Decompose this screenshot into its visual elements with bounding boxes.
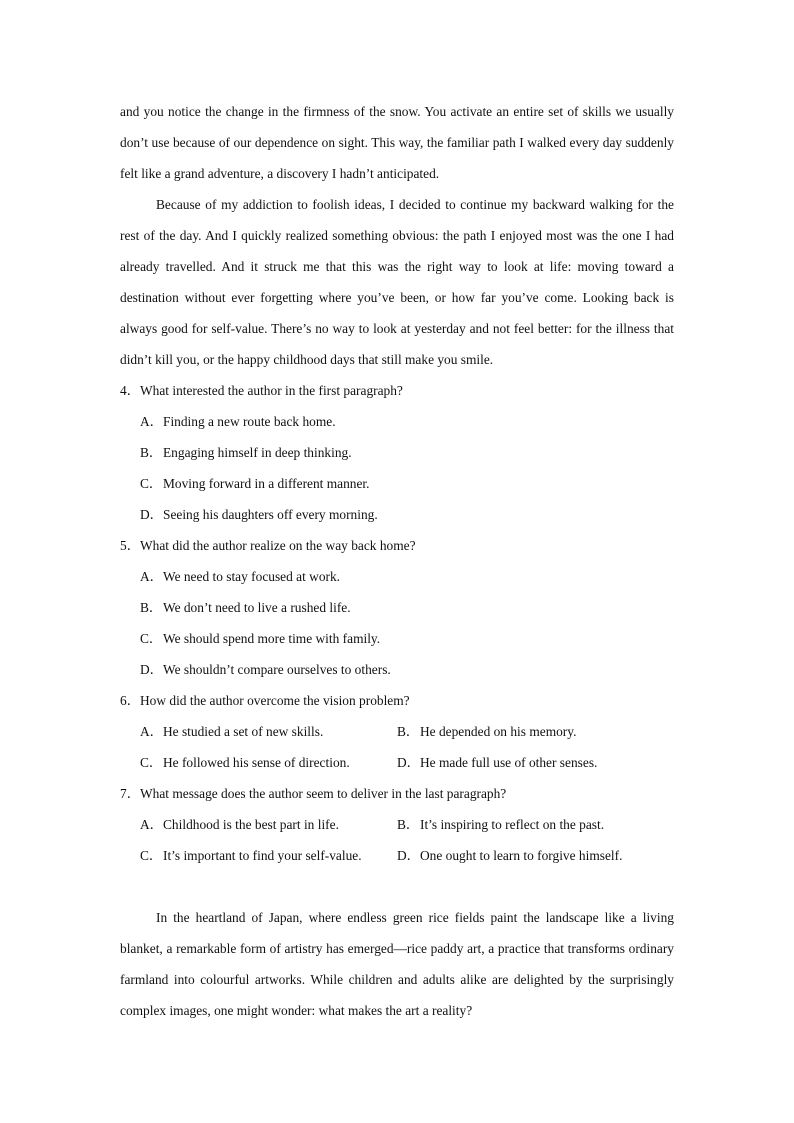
- question-4: [120, 375, 674, 530]
- option-text: Moving forward in a different manner.: [163, 476, 370, 491]
- option-b: [397, 809, 604, 840]
- question-number: 4．: [120, 383, 141, 398]
- option-letter: A．: [140, 414, 164, 429]
- option-letter: D．: [140, 662, 164, 677]
- question-6: [120, 685, 674, 778]
- option-letter: B．: [397, 817, 420, 832]
- option-c: [140, 468, 370, 499]
- option-text: He depended on his memory.: [420, 724, 577, 739]
- option-letter: A．: [140, 817, 164, 832]
- option-d: [140, 499, 378, 530]
- option-d: [397, 747, 597, 778]
- option-row: [120, 406, 674, 437]
- option-letter: B．: [397, 724, 420, 739]
- question-number: 6．: [120, 693, 141, 708]
- option-c: [140, 840, 397, 871]
- option-b: [140, 592, 351, 623]
- option-row: [120, 437, 674, 468]
- option-text: We don’t need to live a rushed life.: [163, 600, 351, 615]
- question-stem: [120, 530, 674, 561]
- option-row: [120, 561, 674, 592]
- option-text: One ought to learn to forgive himself.: [420, 848, 623, 863]
- option-b: [397, 716, 576, 747]
- option-letter: B．: [140, 445, 163, 460]
- option-letter: D．: [397, 755, 421, 770]
- option-row: [120, 716, 674, 747]
- option-a: [140, 406, 336, 437]
- option-text: We shouldn’t compare ourselves to others.: [163, 662, 391, 677]
- option-letter: C．: [140, 848, 163, 863]
- question-stem: [120, 778, 674, 809]
- option-row: [120, 592, 674, 623]
- option-row: [120, 747, 674, 778]
- question-text: What message does the author seem to deliver in the last paragraph?: [140, 786, 507, 801]
- option-text: Childhood is the best part in life.: [163, 817, 339, 832]
- option-letter: D．: [397, 848, 421, 863]
- option-text: Seeing his daughters off every morning.: [163, 507, 378, 522]
- question-5: [120, 530, 674, 685]
- option-a: [140, 809, 397, 840]
- option-letter: C．: [140, 631, 163, 646]
- question-stem: [120, 685, 674, 716]
- option-a: [140, 561, 340, 592]
- option-letter: A．: [140, 724, 164, 739]
- option-text: We should spend more time with family.: [163, 631, 381, 646]
- option-text: It’s inspiring to reflect on the past.: [420, 817, 605, 832]
- option-text: It’s important to find your self-value.: [163, 848, 362, 863]
- option-text: Engaging himself in deep thinking.: [163, 445, 352, 460]
- question-7: [120, 778, 674, 871]
- option-text: He studied a set of new skills.: [163, 724, 324, 739]
- question-text: How did the author overcome the vision problem?: [140, 693, 410, 708]
- exam-page: [120, 96, 674, 1026]
- option-text: Finding a new route back home.: [163, 414, 336, 429]
- option-a: [140, 716, 397, 747]
- passage-c-paragraph-1: and you notice the change in the firmness of the snow. You activate an entire set of skills we usually don’t use because of our dependence on sight. This way, the familiar path I walked every day suddenly felt like a grand adventure, a discovery I hadn’t anticipated.: [120, 104, 674, 181]
- section-spacer: [120, 871, 674, 902]
- option-c: [140, 747, 397, 778]
- question-stem: [120, 375, 674, 406]
- option-d: [397, 840, 622, 871]
- option-b: [140, 437, 352, 468]
- option-row: [120, 468, 674, 499]
- question-number: 7．: [120, 786, 141, 801]
- question-text: What did the author realize on the way back home?: [140, 538, 416, 553]
- option-letter: B．: [140, 600, 163, 615]
- passage-c-paragraph-2: Because of my addiction to foolish ideas, I decided to continue my backward walking for the rest of the day. And I quickly realized something obvious: the path I enjoyed most was the one I had already travelled. And it struck me that this was the right way to look at life: moving toward a destination without ever forgetting where you’ve been, or how far you’ve come. Looking back is always good for self-value. There’s no way to look at yesterday and not feel better: for the illness that didn’t kill you, or the happy childhood days that still make you smile.: [120, 197, 674, 367]
- option-row: [120, 840, 674, 871]
- option-text: He followed his sense of direction.: [163, 755, 350, 770]
- option-text: We need to stay focused at work.: [163, 569, 341, 584]
- question-number: 5．: [120, 538, 141, 553]
- option-text: He made full use of other senses.: [420, 755, 598, 770]
- passage-d-paragraph-1: In the heartland of Japan, where endless green rice fields paint the landscape like a living blanket, a remarkable form of artistry has emerged—rice paddy art, a practice that transforms ordinary farmland into colourful artworks. While children and adults alike are delighted by the surprisingly complex images, one might wonder: what makes the art a reality?: [120, 910, 674, 1018]
- option-row: [120, 623, 674, 654]
- question-text: What interested the author in the first paragraph?: [140, 383, 403, 398]
- option-row: [120, 654, 674, 685]
- option-letter: D．: [140, 507, 164, 522]
- option-d: [140, 654, 391, 685]
- option-row: [120, 499, 674, 530]
- option-letter: C．: [140, 476, 163, 491]
- option-row: [120, 809, 674, 840]
- option-letter: C．: [140, 755, 163, 770]
- option-letter: A．: [140, 569, 164, 584]
- option-c: [140, 623, 380, 654]
